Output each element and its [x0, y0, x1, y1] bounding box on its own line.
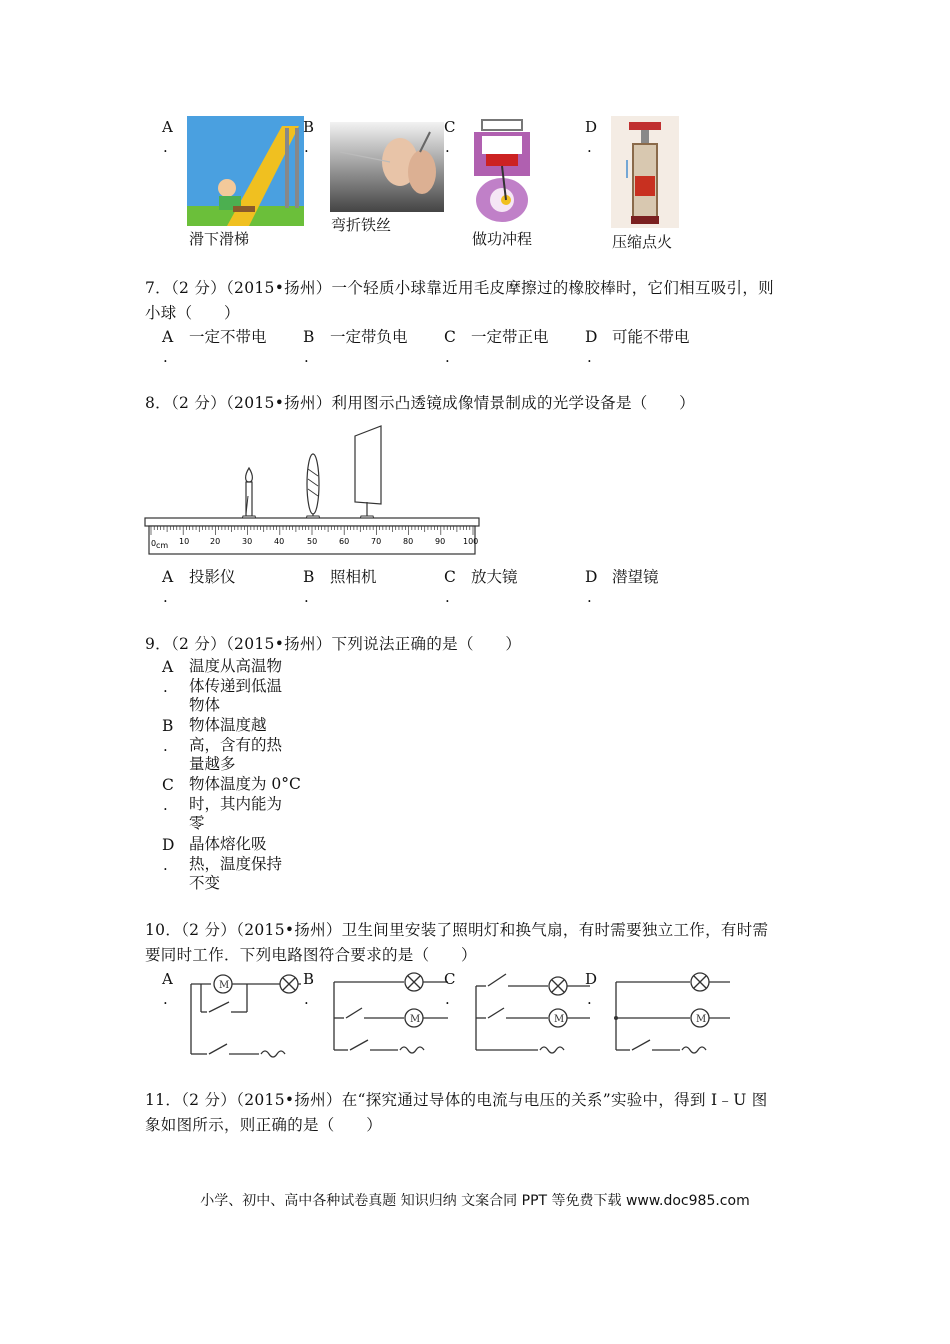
ruler-label: 70	[371, 537, 382, 546]
q10-option-a-letter: A	[162, 970, 173, 988]
circuit-b-diagram	[330, 968, 452, 1060]
text-line: 物体温度越	[189, 716, 267, 734]
q8-option-c-letter: C	[444, 568, 456, 586]
q9-option-a-text	[189, 657, 293, 716]
q9-option-b-text	[189, 716, 293, 775]
ruler-label: 60	[339, 537, 350, 546]
q8-option-a-letter: A	[162, 568, 174, 586]
q7-option-a-text: 一定不带电	[189, 328, 267, 346]
dot: .	[163, 990, 168, 1008]
q8-option-d-letter: D	[585, 568, 598, 586]
q9-question	[145, 632, 810, 657]
q11-line-2: 象如图所示，则正确的是（ ）	[145, 1116, 383, 1134]
q9-option-b-letter: B	[162, 717, 174, 735]
q8-option-a-text: 投影仪	[189, 568, 236, 586]
q9-option-c-letter: C	[162, 776, 174, 794]
q9-line-1: 9．（2 分）（2015•扬州）下列说法正确的是（ ）	[145, 635, 522, 653]
dot: .	[587, 588, 592, 606]
dot: .	[587, 348, 592, 366]
q11-question	[145, 1088, 810, 1138]
text-line: 时，其内能为	[189, 794, 283, 813]
text-line: 热，温度保持	[189, 854, 283, 873]
motor-label: M	[410, 1014, 421, 1025]
ruler-label: 100	[463, 537, 479, 546]
q7-option-c-text: 一定带正电	[471, 328, 549, 346]
dot: .	[587, 990, 592, 1008]
ruler-label: 0	[151, 539, 157, 548]
text-line: 体传递到低温	[189, 676, 283, 695]
q6-option-a-caption: 滑下滑梯	[189, 230, 250, 248]
q8-option-b-text: 照相机	[330, 568, 377, 586]
q6-option-d-letter: D	[585, 118, 598, 136]
ruler-label: 90	[435, 537, 446, 546]
q9-option-c-text	[189, 775, 309, 834]
dot: .	[163, 796, 168, 814]
q6-option-d-caption: 压缩点火	[612, 233, 673, 251]
q6-option-a-letter: A	[162, 118, 173, 136]
q10-option-d-letter: D	[585, 970, 598, 988]
dot: .	[163, 737, 168, 755]
q7-option-b-text: 一定带负电	[330, 328, 408, 346]
motor-label: M	[696, 1014, 707, 1025]
q9-option-d-letter: D	[162, 836, 175, 854]
q8-line-1: 8．（2 分）（2015•扬州）利用图示凸透镜成像情景制成的光学设备是（ ）	[145, 394, 695, 412]
dot: .	[304, 138, 309, 156]
q6-option-b-caption: 弯折铁丝	[331, 216, 392, 234]
text-line: 温度从高温物	[189, 657, 283, 675]
ruler-label: 80	[403, 537, 414, 546]
q6-option-c-caption: 做功冲程	[472, 230, 533, 248]
text-line: 晶体熔化吸	[189, 835, 267, 853]
q6-option-c-letter: C	[444, 118, 456, 136]
motor-label: M	[554, 1014, 565, 1025]
page-footer: 小学、初中、高中各种试卷真题 知识归纳 文案合同 PPT 等免费下载 www.doc985.com	[200, 1193, 750, 1209]
q7-option-d-letter: D	[585, 328, 598, 346]
dot: .	[163, 348, 168, 366]
ruler-label: 10	[179, 537, 190, 546]
text-line: 零	[189, 814, 205, 832]
text-line: 不变	[189, 874, 221, 892]
q10-line-2: 要同时工作．下列电路图符合要求的是（ ）	[145, 946, 477, 964]
q10-question	[145, 918, 810, 968]
text-line: 物体温度为 0°C	[189, 775, 301, 793]
q7-line-1: 7．（2 分）（2015•扬州）一个轻质小球靠近用毛皮摩擦过的橡胶棒时，它们相互吸引，则	[145, 279, 774, 297]
q11-line-1: 11．（2 分）（2015•扬州）在“探究通过导体的电流与电压的关系”实验中，得到 I﹣U 图	[145, 1091, 768, 1109]
dot: .	[445, 348, 450, 366]
ruler-unit: cm	[156, 541, 169, 550]
ruler-label: 30	[242, 537, 253, 546]
q6-option-b-letter: B	[303, 118, 315, 136]
slide-image	[187, 116, 304, 226]
q7-option-a-letter: A	[162, 328, 174, 346]
bending-wire-image	[330, 122, 444, 212]
dot: .	[304, 348, 309, 366]
q8-option-c-text: 放大镜	[471, 568, 518, 586]
q9-option-d-text	[189, 835, 293, 894]
q10-line-1: 10．（2 分）（2015•扬州）卫生间里安装了照明灯和换气扇，有时需要独立工作，有时需	[145, 921, 769, 939]
dot: .	[163, 856, 168, 874]
q7-question	[145, 276, 810, 326]
q9-option-a-letter: A	[162, 658, 174, 676]
circuit-c-diagram	[472, 968, 594, 1060]
ruler-label: 40	[274, 537, 285, 546]
text-line: 物体	[189, 696, 221, 714]
ruler-label: 50	[307, 537, 318, 546]
dot: .	[304, 588, 309, 606]
q8-question	[145, 391, 810, 416]
q8-option-b-letter: B	[303, 568, 315, 586]
power-stroke-image	[470, 118, 534, 226]
compression-ignition-image	[611, 116, 679, 228]
dot: .	[445, 138, 450, 156]
dot: .	[445, 990, 450, 1008]
text-line: 量越多	[189, 755, 236, 773]
dot: .	[304, 990, 309, 1008]
dot: .	[163, 138, 168, 156]
text-line: 高，含有的热	[189, 735, 283, 754]
dot: .	[445, 588, 450, 606]
dot: .	[163, 678, 168, 696]
dot: .	[587, 138, 592, 156]
circuit-d-diagram	[612, 968, 734, 1060]
ruler-label: 20	[210, 537, 221, 546]
q10-option-c-letter: C	[444, 970, 456, 988]
dot: .	[163, 588, 168, 606]
q7-option-c-letter: C	[444, 328, 456, 346]
optical-bench-diagram	[143, 424, 483, 556]
q7-line-2: 小球（ ）	[145, 304, 240, 322]
q7-option-b-letter: B	[303, 328, 315, 346]
motor-label: M	[219, 980, 230, 991]
q7-option-d-text: 可能不带电	[612, 328, 690, 346]
circuit-a-diagram	[185, 968, 305, 1060]
q8-option-d-text: 潜望镜	[612, 568, 659, 586]
q10-option-b-letter: B	[303, 970, 315, 988]
